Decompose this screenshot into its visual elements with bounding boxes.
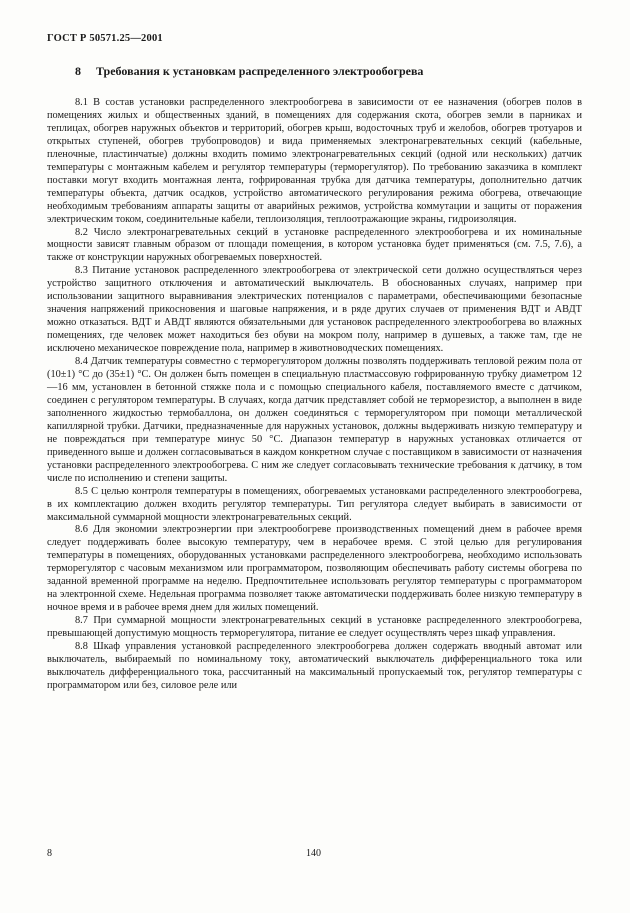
section-title-text: Требования к установкам распределенного электрообогрева — [96, 64, 424, 78]
standard-code-header: ГОСТ Р 50571.25—2001 — [47, 33, 163, 44]
paragraph-8-3: 8.3 Питание установок распределенного электрообогрева от электрической сети должно осуществляться через устройство защитного отключения и автоматический выключатель. В обоснованных случаях, например при использовании защитного выравнивания электрических потенциалов с параметрами, обеспечивающими безопасные значения напряжений прикосновения и шаговые напряжения, и в ряде других случаев от применения ВДТ и АВДТ можно отказаться. ВДТ и АВДТ являются обязательными для установок распределенного электрообогрева во влажных помещениях, где человек может находиться без обуви на мокром полу, например в душевых, а также там, где не исключено механическое повреждение пола, например в животноводческих помещениях. — [47, 265, 582, 355]
page-number-center: 140 — [306, 848, 321, 859]
paragraph-8-6: 8.6 Для экономии электроэнергии при электрообогреве производственных помещений днем в рабочее время следует поддерживать более высокую температуру, чем в нерабочее время. С этой целью для регулирования температуры в помещениях, оборудованных установками распределенного электрообогрева, необходимо использовать терморегулятор с часовым механизмом или программатором, позволяющим обеспечивать работу системы обогрева по заданной временной программе на неделю. Предпочтительнее использовать регулятор температуры с программатором на электронной схеме. Недельная программа позволяет также автоматически поддерживать более низкую температуру в ночное время и в рабочее время днем для жилых помещений. — [47, 524, 582, 614]
paragraph-8-1: 8.1 В состав установки распределенного электрообогрева в зависимости от ее назначения (обогрев полов в помещениях жилых и общественных зданий, в помещениях для содержания скота, обогрев земли в парниках и теплицах, обогрев наружных объектов и территорий, обогрев крыш, водосточных труб и желобов, обогрев тротуаров и открытых ступеней, обогрев трубопроводов) и вида применяемых электронагревательных секций (кабельные, пленочные, пластинчатые) должны входить помимо электронагревательных секций (одной или нескольких) датчик температуры с монтажным кабелем и регулятор температуры (терморегулятор). По требованию заказчика в комплект поставки могут входить монтажная лента, гофрированная трубка для датчика температуры, дополнительно датчик температуры объекта, датчик осадков, устройство автоматического регулирования режима обогрева, отвечающие необходимым требованиям аппараты защиты от аварийных режимов, устройства коммутации и защиты от поражения электрическим током, соединительные кабели, теплоизоляция, теплоотражающие экраны, гидроизоляция. — [47, 97, 582, 225]
paragraph-8-4: 8.4 Датчик температуры совместно с терморегулятором должны позволять поддерживать тепловой режим пола от (10±1) °С до (35±1) °С. Он должен быть помещен в специальную пластмассовую гофрированную трубку диаметром 12—16 мм, установлен в бетонной стяжке пола и с помощью специального кабеля, поставляемого вместе с датчиком, соединен с регулятором температуры. В случаях, когда датчик представляет собой не терморезистор, а выполнен в виде заполненного жидкостью термобаллона, он должен соединяться с терморегулятором при помощи металлической капиллярной трубки. Датчики, предназначенные для наружных установок, должны выдерживать низкую температуру и не повреждаться при температуре минус 50 °С. Диапазон температур в наружных установках отличается от приведенного выше и должен согласовываться в каждом конкретном случае с поставщиком в зависимости от назначения установки распределенного электрообогрева. С ним же следует согласовывать технические требования к датчику, в том числе по исполнению и степени защиты. — [47, 356, 582, 484]
paragraph-8-7: 8.7 При суммарной мощности электронагревательных секций в установке распределенного электрообогрева, превышающей допустимую мощность терморегулятора, питание ее следует осуществлять через шкаф управления. — [47, 615, 582, 640]
document-body — [47, 97, 582, 693]
paragraph-8-2: 8.2 Число электронагревательных секций в установке распределенного электрообогрева и их номинальные мощности зависят главным образом от площади помещения, в котором установка будет применяться (см. 7.5, 7.6), а также от конструкции наружных обогреваемых поверхностей. — [47, 226, 582, 264]
paragraph-8-5: 8.5 С целью контроля температуры в помещениях, обогреваемых установками распределенного электрообогрева, в их комплектацию должен входить регулятор температуры. Тип регулятора следует выбирать в зависимости от максимальной суммарной мощности электронагревательных секций. — [47, 485, 582, 523]
section-number: 8 — [75, 64, 81, 78]
page-number-left: 8 — [47, 848, 52, 859]
section-heading — [75, 64, 595, 79]
paragraph-8-8: 8.8 Шкаф управления установкой распределенного электрообогрева должен содержать вводный автомат или выключатель, выбираемый по номинальному току, автоматический выключатель дифференциального тока или выключатель дифференциального тока, рассчитанный на максимальный пропускаемый ток, регулятор температуры с программатором или без, силовое реле или — [47, 641, 582, 691]
